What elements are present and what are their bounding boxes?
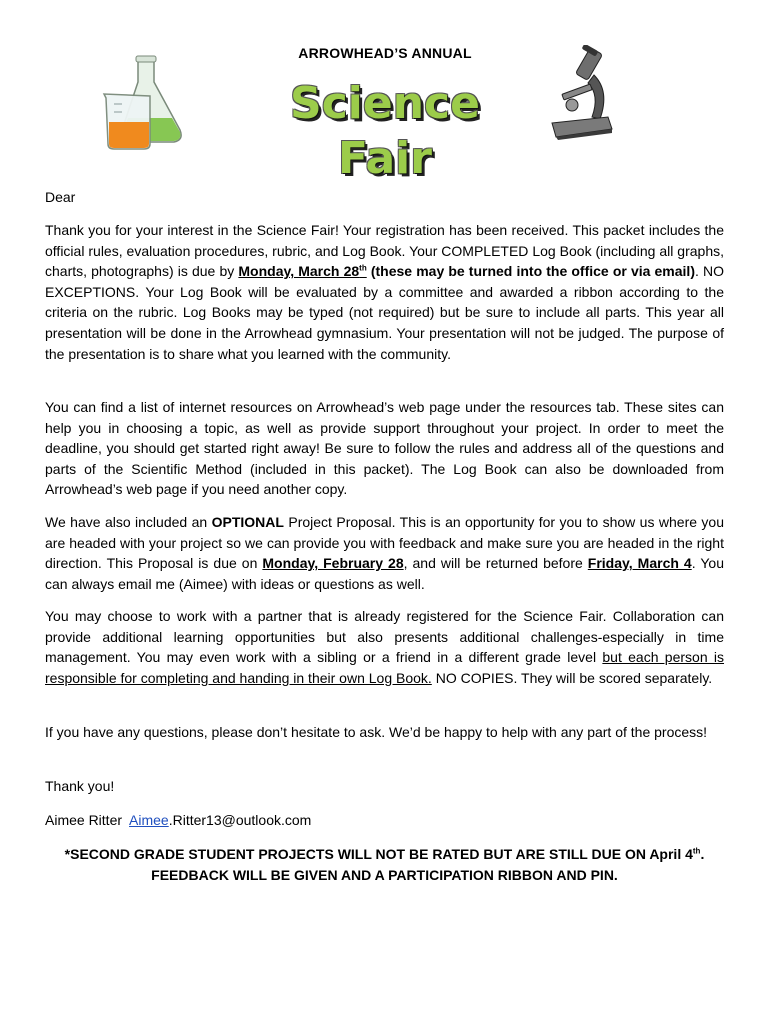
paragraph-resources-text: You can find a list of internet resources on Arrowhead’s web page under the resources tab. These sites can help you in choosing a topic, as well as provide support throughout your project. In order to meet the deadline, you should get started right away! Be sure to follow the rules and address all of the questions and parts of the Scientific Method (included in this packet). The Log Book can also be downloaded from Arrowhead’s web page if you need another copy. <box>45 399 724 498</box>
responsibility-note: but each person is responsible for completing and handing in their own Log Book. <box>45 649 725 686</box>
header-subtitle: ARROWHEAD’S ANNUAL <box>298 45 472 61</box>
paragraph-partner-text <box>45 606 724 688</box>
text-span: Thank you for your interest in the Science Fair! Your registration has been received. This packet includes the official rules, evaluation procedures, rubric, and Log Book. Your COMPLETED Log Book (including all graphs, charts, photographs) is due by <box>45 222 724 280</box>
signature-name: Aimee Ritter <box>45 812 130 828</box>
text-span: . You can always email me (Aimee) with ideas or questions as well. <box>45 555 724 592</box>
closing-text: Thank you! <box>45 778 115 794</box>
paragraph-partner <box>45 606 724 688</box>
paragraph-resources <box>45 397 724 500</box>
text-span: You may choose to work with a partner that is already registered for the Science Fair. Collaboration can provide additional learning opportunities but also presents additional challenges-especially in time management. You may even work with a sibling or a friend in a different grade level <box>45 608 724 666</box>
return-date: Friday, March 4 <box>587 555 692 572</box>
paragraph-questions <box>45 722 724 743</box>
text-span: . NO EXCEPTIONS. Your Log Book will be evaluated by a committee and awarded a ribbon according to the criteria on the rubric. Log Books may be typed (not required) but be sure to include all parts. This year all presentation will be done in the Arrowhead gymnasium. Your presentation will not be judged. The purpose of the presentation is to share what you learned with the community. <box>45 263 724 362</box>
due-date-text: Monday, March 28 <box>238 263 360 280</box>
note-text-a: *SECOND GRADE STUDENT PROJECTS WILL NOT BE RATED BUT ARE STILL DUE ON April 4 <box>64 846 693 862</box>
greeting <box>45 187 724 208</box>
email-rest: .Ritter13@outlook.com <box>168 812 312 828</box>
proposal-due-date: Monday, February 28 <box>262 555 404 572</box>
paragraph-questions-text: If you have any questions, please don’t hesitate to ask. We’d be happy to help with any part of the process! <box>45 724 708 740</box>
paragraph-registration <box>45 220 724 364</box>
text-span: Project Proposal. This is an opportunity for you to show us where you are headed with your project so we can provide you with feedback and make sure you are headed in the right direction. This Proposal is due on <box>45 514 725 572</box>
paragraph-proposal <box>45 512 724 594</box>
second-grade-note <box>45 844 724 885</box>
text-span: We have also included an <box>45 514 212 530</box>
due-date <box>238 263 366 279</box>
due-date-sup: th <box>359 263 367 273</box>
text-span: NO COPIES. They will be scored separately. <box>431 669 713 686</box>
paragraph-proposal-text <box>45 512 724 594</box>
title-fair: Fair <box>338 133 432 184</box>
optional-label: OPTIONAL <box>211 514 284 530</box>
closing <box>45 776 724 797</box>
signature <box>45 810 724 831</box>
greeting-text: Dear <box>45 189 76 205</box>
submission-note: (these may be turned into the office or via email) <box>366 263 695 280</box>
title-science: Science <box>290 78 480 129</box>
paragraph-registration-text <box>45 220 724 364</box>
note-sup: th <box>692 846 701 856</box>
email-link[interactable]: Aimee <box>129 812 169 828</box>
text-span: , and will be returned before <box>403 555 588 572</box>
signature-line <box>45 810 724 831</box>
note-text-b: . FEEDBACK WILL BE GIVEN AND A PARTICIPATION RIBBON AND PIN. <box>151 846 705 883</box>
